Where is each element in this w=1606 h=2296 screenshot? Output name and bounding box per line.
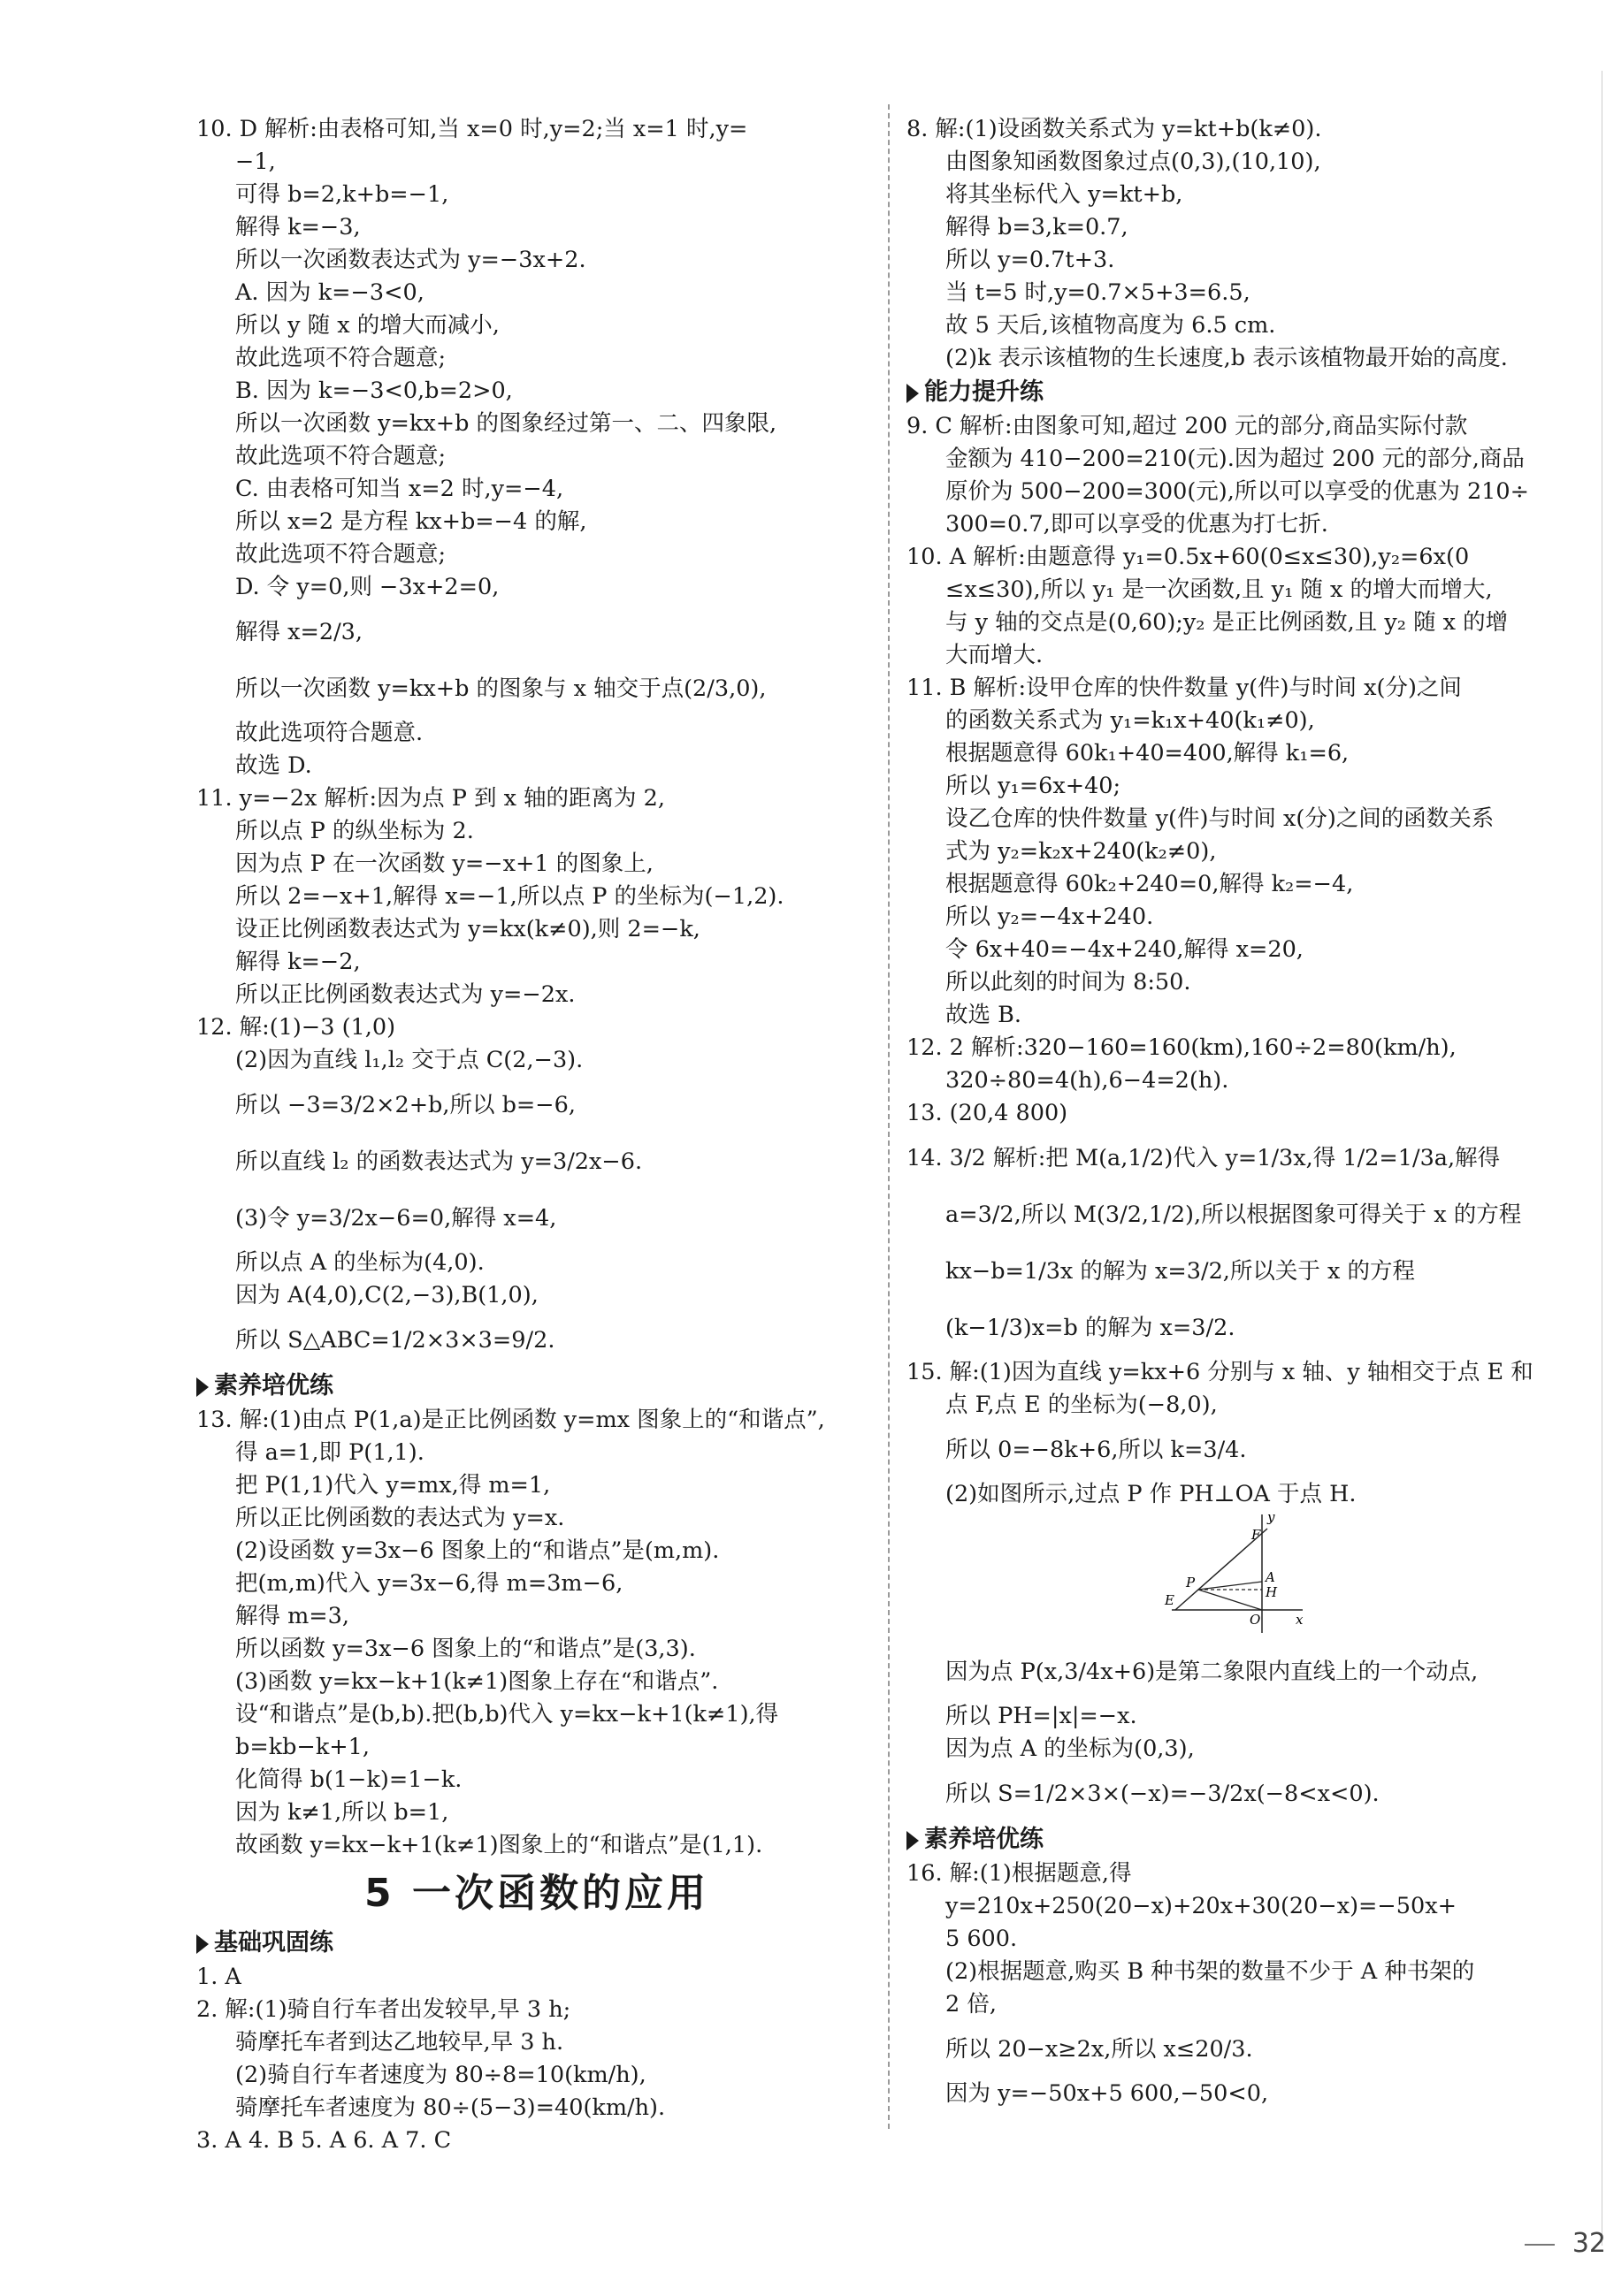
text-line: 9. C 解析:由图象可知,超过 200 元的部分,商品实际付款 bbox=[906, 413, 1468, 439]
text-line: (2)设函数 y=3x−6 图象上的“和谐点”是(m,m). bbox=[235, 1537, 720, 1564]
text-line: 金额为 410−200=210(元).因为超过 200 元的部分,商品 bbox=[945, 446, 1525, 472]
text-line: 根据题意得 60k₁+40=400,解得 k₁=6, bbox=[945, 740, 1350, 767]
label-a: A bbox=[1266, 1569, 1275, 1585]
text-line: (3)函数 y=kx−k+1(k≠1)图象上存在“和谐点”. bbox=[235, 1668, 719, 1695]
section-heading bbox=[906, 375, 1579, 410]
text-line: D. 令 y=0,则 −3x+2=0, bbox=[235, 574, 500, 600]
text-line: 骑摩托车者速度为 80÷(5−3)=40(km/h). bbox=[235, 2094, 666, 2121]
text-line: 解得 b=3,k=0.7, bbox=[945, 214, 1128, 240]
text-line: y=210x+250(20−x)+20x+30(20−x)=−50x+ bbox=[945, 1893, 1457, 1919]
section-heading-text: 素养培优练 bbox=[214, 1372, 333, 1400]
text-line: 故 5 天后,该植物高度为 6.5 cm. bbox=[945, 312, 1276, 339]
text-line: 所以一次函数 y=kx+b 的图象经过第一、二、四象限, bbox=[235, 410, 777, 437]
text-line: 10. D 解析:由表格可知,当 x=0 时,y=2;当 x=1 时,y= bbox=[196, 116, 748, 142]
text-line: 与 y 轴的交点是(0,60);y₂ 是正比例函数,且 y₂ 随 x 的增 bbox=[945, 609, 1509, 636]
text-line: 320÷80=4(h),6−4=2(h). bbox=[945, 1067, 1229, 1094]
text-line: (2)骑自行车者速度为 80÷8=10(km/h), bbox=[235, 2062, 646, 2088]
label-y: y bbox=[1267, 1511, 1275, 1525]
text-line: 可得 b=2,k+b=−1, bbox=[235, 181, 449, 208]
text-line: (2)因为直线 l₁,l₂ 交于点 C(2,−3). bbox=[235, 1047, 584, 1073]
text-line: 所以一次函数 y=kx+b 的图象与 x 轴交于点(2/3,0), bbox=[235, 675, 767, 702]
chapter-title: 5 一次函数的应用 bbox=[364, 1871, 709, 1916]
text-line: 14. 3/2 解析:把 M(a,1/2)代入 y=1/3x,得 1/2=1/3a,解得 bbox=[906, 1145, 1501, 1171]
text-line: 所以 2=−x+1,解得 x=−1,所以点 P 的坐标为(−1,2). bbox=[235, 883, 784, 910]
text-line: 所以函数 y=3x−6 图象上的“和谐点”是(3,3). bbox=[235, 1636, 696, 1662]
text-line: 因为 k≠1,所以 b=1, bbox=[235, 1799, 449, 1826]
label-e: E bbox=[1165, 1592, 1174, 1608]
text-line: 令 6x+40=−4x+240,解得 x=20, bbox=[945, 936, 1304, 963]
text-line: 得 a=1,即 P(1,1). bbox=[235, 1439, 424, 1466]
text-line: 所以 y₂=−4x+240. bbox=[945, 904, 1154, 930]
text-line: 故此选项不符合题意; bbox=[235, 443, 447, 469]
text-line: −1, bbox=[235, 149, 276, 175]
label-o: O bbox=[1250, 1612, 1261, 1628]
text-line: 所以正比例函数的表达式为 y=x. bbox=[235, 1505, 565, 1531]
text-line: 12. 2 解析:320−160=160(km),160÷2=80(km/h), bbox=[906, 1034, 1457, 1061]
text-line: C. 由表格可知当 x=2 时,y=−4, bbox=[235, 476, 564, 502]
text-line: 所以 −3=3/2×2+b,所以 b=−6, bbox=[235, 1092, 576, 1118]
section-heading bbox=[906, 1822, 1579, 1857]
text-line: 所以 y 随 x 的增大而减小, bbox=[235, 312, 500, 339]
text-line: 所以 x=2 是方程 kx+b=−4 的解, bbox=[235, 508, 587, 535]
text-line: 所以 y=0.7t+3. bbox=[945, 247, 1115, 273]
page-number bbox=[1525, 2228, 1606, 2259]
section-heading bbox=[196, 1369, 877, 1404]
text-line: 由图象知函数图象过点(0,3),(10,10), bbox=[945, 149, 1321, 175]
text-line: 解得 x=2/3, bbox=[235, 619, 363, 645]
section-heading bbox=[196, 1926, 877, 1961]
text-line: (2)如图所示,过点 P 作 PH⊥OA 于点 H. bbox=[945, 1481, 1357, 1507]
text-line: 化简得 b(1−k)=1−k. bbox=[235, 1766, 463, 1793]
text-line: 解得 k=−3, bbox=[235, 214, 361, 240]
section-marker-icon bbox=[906, 384, 919, 403]
text-line: 设正比例函数表达式为 y=kx(k≠0),则 2=−k, bbox=[235, 916, 700, 942]
text-line: 解得 k=−2, bbox=[235, 949, 361, 975]
label-h: H bbox=[1266, 1584, 1278, 1600]
text-line: 所以 0=−8k+6,所以 k=3/4. bbox=[945, 1437, 1247, 1463]
text-line: 8. 解:(1)设函数关系式为 y=kt+b(k≠0). bbox=[906, 116, 1322, 142]
text-line: 所以点 P 的纵坐标为 2. bbox=[235, 818, 474, 844]
text-line: 300=0.7,即可以享受的优惠为打七折. bbox=[945, 511, 1328, 538]
label-p: P bbox=[1186, 1575, 1196, 1590]
section-heading-text: 素养培优练 bbox=[924, 1826, 1044, 1853]
page-number-text: 32 bbox=[1572, 2228, 1606, 2259]
text-line: 2. 解:(1)骑自行车者出发较早,早 3 h; bbox=[196, 1996, 571, 2023]
text-line: 11. y=−2x 解析:因为点 P 到 x 轴的距离为 2, bbox=[196, 785, 665, 812]
text-line: 当 t=5 时,y=0.7×5+3=6.5, bbox=[945, 279, 1250, 306]
text-line: 所以此刻的时间为 8:50. bbox=[945, 969, 1191, 995]
text-line: 骑摩托车者到达乙地较早,早 3 h. bbox=[235, 2029, 564, 2056]
text-line: 13. (20,4 800) bbox=[906, 1100, 1068, 1126]
section-marker-icon bbox=[196, 1377, 209, 1397]
text-line: (3)令 y=3/2x−6=0,解得 x=4, bbox=[235, 1205, 557, 1232]
text-line: 11. B 解析:设甲仓库的快件数量 y(件)与时间 x(分)之间 bbox=[906, 675, 1462, 701]
geometry-figure bbox=[1163, 1511, 1304, 1635]
text-line: 5 600. bbox=[945, 1926, 1018, 1952]
text-line: 所以 20−x≥2x,所以 x≤20/3. bbox=[945, 2036, 1253, 2063]
segment-pa bbox=[1198, 1582, 1262, 1590]
text-line: 10. A 解析:由题意得 y₁=0.5x+60(0≤x≤30),y₂=6x(0 bbox=[906, 544, 1470, 570]
text-line: 所以 PH=|x|=−x. bbox=[945, 1703, 1137, 1729]
left-column bbox=[196, 113, 877, 2157]
text-line: 所以正比例函数表达式为 y=−2x. bbox=[235, 981, 576, 1008]
text-line: 设“和谐点”是(b,b).把(b,b)代入 y=kx−k+1(k≠1),得 bbox=[235, 1701, 779, 1728]
text-line: 因为点 P(x,3/4x+6)是第二象限内直线上的一个动点, bbox=[945, 1659, 1479, 1685]
text-line: kx−b=1/3x 的解为 x=3/2,所以关于 x 的方程 bbox=[945, 1258, 1416, 1285]
text-line: 所以 S=1/2×3×(−x)=−3/2x(−8<x<0). bbox=[945, 1781, 1380, 1807]
text-line: (k−1/3)x=b 的解为 x=3/2. bbox=[945, 1315, 1235, 1341]
text-line: 2 倍, bbox=[945, 1991, 997, 2018]
text-line: 所以点 A 的坐标为(4,0). bbox=[235, 1249, 485, 1276]
text-line: 15. 解:(1)因为直线 y=kx+6 分别与 x 轴、y 轴相交于点 E 和 bbox=[906, 1359, 1533, 1385]
text-line: 1. A bbox=[196, 1964, 241, 1990]
figure-line bbox=[906, 1511, 1579, 1644]
column-divider bbox=[888, 104, 890, 2129]
text-line: 解得 m=3, bbox=[235, 1603, 349, 1629]
text-line: 故函数 y=kx−k+1(k≠1)图象上的“和谐点”是(1,1). bbox=[235, 1832, 763, 1858]
section-heading-text: 基础巩固练 bbox=[214, 1929, 333, 1957]
text-line: b=kb−k+1, bbox=[235, 1734, 370, 1760]
text-line: B. 因为 k=−3<0,b=2>0, bbox=[235, 378, 513, 404]
text-line: 故此选项不符合题意; bbox=[235, 541, 447, 568]
text-line: a=3/2,所以 M(3/2,1/2),所以根据图象可得关于 x 的方程 bbox=[945, 1201, 1522, 1228]
text-line: 原价为 500−200=300(元),所以可以享受的优惠为 210÷ bbox=[945, 478, 1530, 505]
text-line: 的函数关系式为 y₁=k₁x+40(k₁≠0), bbox=[945, 707, 1315, 734]
text-line: 式为 y₂=k₂x+240(k₂≠0), bbox=[945, 838, 1217, 865]
text-line: 16. 解:(1)根据题意,得 bbox=[906, 1860, 1132, 1887]
text-line: 大而增大. bbox=[945, 642, 1044, 668]
text-line: 点 F,点 E 的坐标为(−8,0), bbox=[945, 1392, 1218, 1418]
section-marker-icon bbox=[906, 1831, 919, 1850]
text-line: 根据题意得 60k₂+240=0,解得 k₂=−4, bbox=[945, 871, 1354, 897]
section-marker-icon bbox=[196, 1934, 209, 1954]
page-number-dash bbox=[1525, 2244, 1555, 2246]
text-line: 13. 解:(1)由点 P(1,a)是正比例函数 y=mx 图象上的“和谐点”, bbox=[196, 1407, 825, 1433]
segment-po bbox=[1198, 1590, 1262, 1610]
text-line: 把(m,m)代入 y=3x−6,得 m=3m−6, bbox=[235, 1570, 623, 1597]
text-line: 因为点 P 在一次函数 y=−x+1 的图象上, bbox=[235, 851, 654, 877]
text-line: 所以一次函数表达式为 y=−3x+2. bbox=[235, 247, 586, 273]
label-f: F bbox=[1251, 1527, 1261, 1543]
text-line: 故选 D. bbox=[235, 752, 312, 779]
text-line: 所以直线 l₂ 的函数表达式为 y=3/2x−6. bbox=[235, 1148, 643, 1175]
text-line: A. 因为 k=−3<0, bbox=[235, 279, 424, 306]
text-line: 因为 y=−50x+5 600,−50<0, bbox=[945, 2080, 1269, 2107]
text-line: 因为 A(4,0),C(2,−3),B(1,0), bbox=[235, 1282, 539, 1308]
right-column bbox=[906, 113, 1579, 2110]
text-line: (2)k 表示该植物的生长速度,b 表示该植物最开始的高度. bbox=[945, 345, 1508, 371]
section-heading-text: 能力提升练 bbox=[924, 378, 1044, 406]
text-line: 3. A 4. B 5. A 6. A 7. C bbox=[196, 2127, 452, 2154]
text-line: (2)根据题意,购买 B 种书架的数量不少于 A 种书架的 bbox=[945, 1958, 1475, 1985]
label-x: x bbox=[1296, 1612, 1304, 1628]
text-line: 故此选项符合题意. bbox=[235, 720, 424, 746]
text-line: 12. 解:(1)−3 (1,0) bbox=[196, 1014, 396, 1041]
text-line: 故选 B. bbox=[945, 1002, 1021, 1028]
text-line: ≤x≤30),所以 y₁ 是一次函数,且 y₁ 随 x 的增大而增大, bbox=[945, 576, 1493, 603]
text-line: 所以 S△ABC=1/2×3×3=9/2. bbox=[235, 1327, 555, 1354]
text-line: 把 P(1,1)代入 y=mx,得 m=1, bbox=[235, 1472, 551, 1499]
text-line: 故此选项不符合题意; bbox=[235, 345, 447, 371]
text-line: 所以 y₁=6x+40; bbox=[945, 773, 1121, 799]
text-line: 设乙仓库的快件数量 y(件)与时间 x(分)之间的函数关系 bbox=[945, 805, 1495, 832]
text-line: 将其坐标代入 y=kt+b, bbox=[945, 181, 1183, 208]
text-line: 因为点 A 的坐标为(0,3), bbox=[945, 1735, 1195, 1762]
